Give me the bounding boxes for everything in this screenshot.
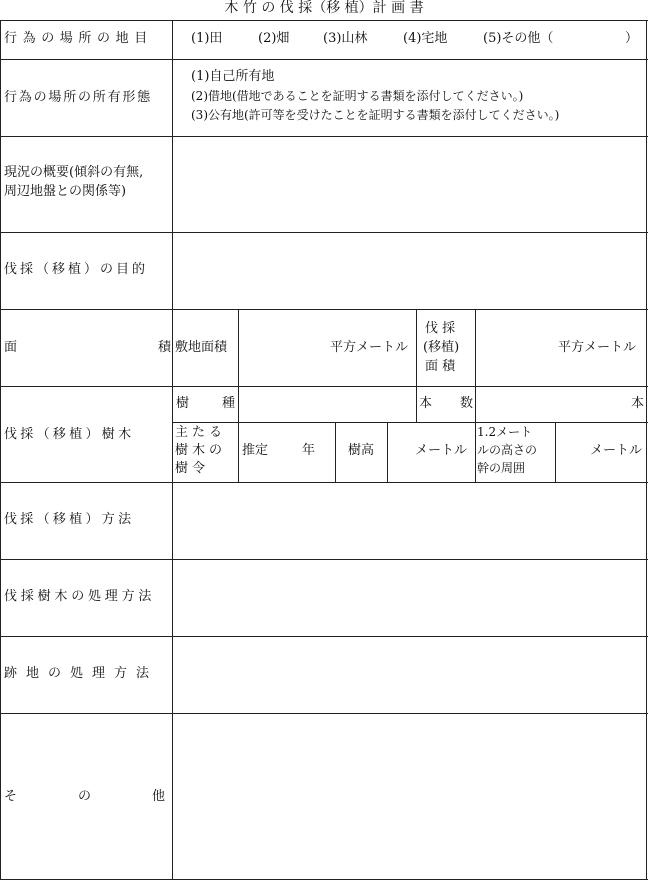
girth-unit: メートル xyxy=(590,443,643,458)
girth-label-2: ルの高さの xyxy=(477,443,538,457)
disposal-label: 伐採樹木の処理方法 xyxy=(4,589,156,604)
species-label-1: 樹 xyxy=(176,396,190,411)
felling-area-label-1: 伐 採 xyxy=(425,321,456,336)
ownership-label: 行為の場所の所有形態 xyxy=(4,90,153,105)
method-label: 伐採（移植）方法 xyxy=(4,512,135,527)
land-option-field: (2)畑 xyxy=(258,31,290,46)
felling-area-unit: 平方メートル xyxy=(558,340,637,355)
height-unit: メートル xyxy=(415,443,468,458)
area-label-right: 積 xyxy=(158,340,172,355)
land-option-forest: (3)山林 xyxy=(323,31,368,46)
height-label: 樹高 xyxy=(348,443,375,458)
felling-area-label-3: 面 積 xyxy=(425,359,456,374)
current-overview-label-line2: 周辺地盤との関係等) xyxy=(4,184,127,199)
document-title: 木 竹 の 伐 採（移 植）計 画 書 xyxy=(224,0,424,16)
main-trees-label-2: 樹木の xyxy=(175,443,227,458)
main-trees-label-1: 主たる xyxy=(175,425,227,440)
land-option-other: (5)その他（ xyxy=(483,31,554,46)
count-label-2: 数 xyxy=(460,396,474,411)
ownership-option-leased: (2)借地(借地であることを証明する書類を添付してください。) xyxy=(191,89,524,103)
land-category-label: 行為の場所の地目 xyxy=(4,31,153,46)
land-option-residential: (4)宅地 xyxy=(403,31,448,46)
other-label: その他 xyxy=(4,789,227,804)
ownership-option-own: (1)自己所有地 xyxy=(191,69,275,84)
girth-label-1: 1.2メート xyxy=(477,425,533,439)
site-area-unit: 平方メートル xyxy=(330,340,409,355)
estimated-label: 推定 xyxy=(242,443,269,458)
ownership-option-public: (3)公有地(許可等を受けたことを証明する書類を添付してください。) xyxy=(191,108,560,122)
land-option-rice-field: (1)田 xyxy=(191,31,223,46)
area-label-left: 面 xyxy=(4,340,18,355)
land-option-other-close: ） xyxy=(625,31,639,46)
girth-label-3: 幹の周囲 xyxy=(477,461,526,475)
current-overview-label-line1: 現況の概要(傾斜の有無, xyxy=(4,165,144,180)
main-trees-label-3: 樹令 xyxy=(175,461,210,476)
count-label-1: 本 xyxy=(419,396,433,411)
purpose-label: 伐採（移植）の目的 xyxy=(4,262,149,277)
site-area-label: 敷地面積 xyxy=(175,340,228,355)
trees-label: 伐採（移植）樹木 xyxy=(4,427,135,442)
site-treatment-label: 跡地の処理方法 xyxy=(4,666,159,681)
felling-area-label-2: (移植) xyxy=(423,340,460,355)
count-unit: 本 xyxy=(631,396,645,411)
age-unit: 年 xyxy=(302,443,316,458)
species-label-2: 種 xyxy=(222,396,236,411)
